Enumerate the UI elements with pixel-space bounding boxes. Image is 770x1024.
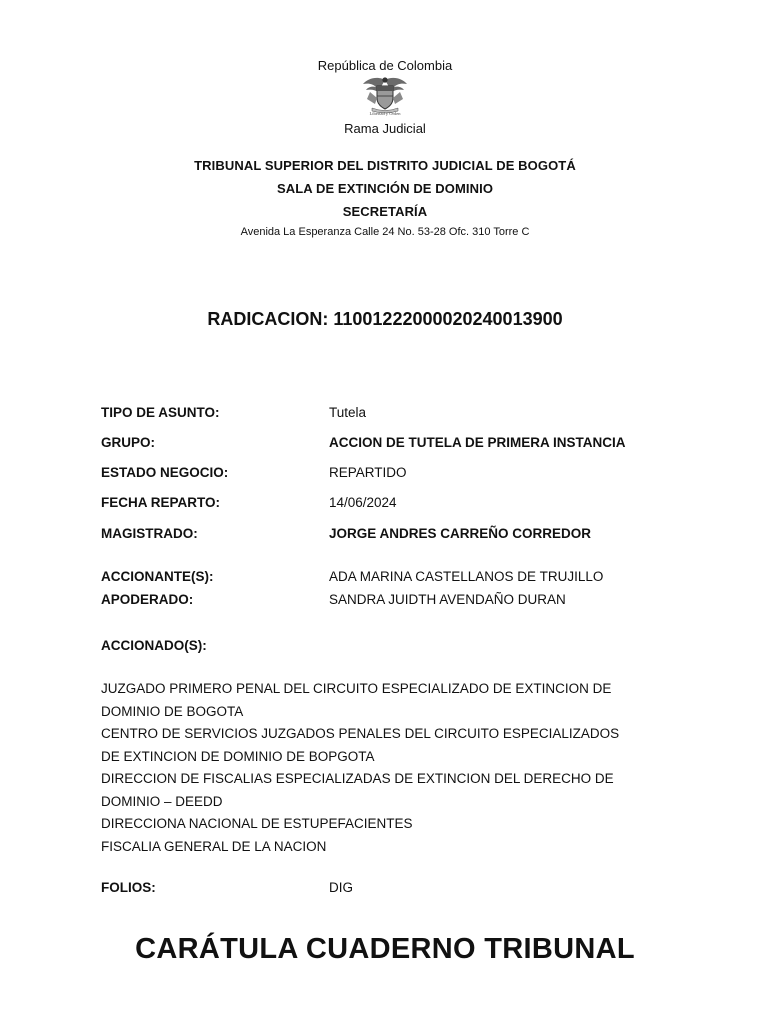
secretaria-title: SECRETARÍA xyxy=(342,204,428,219)
tribunal-title: TRIBUNAL SUPERIOR DEL DISTRITO JUDICIAL DE BOGOTÁ xyxy=(194,158,576,173)
cover-title: CARÁTULA CUADERNO TRIBUNAL xyxy=(135,933,635,965)
accionados-list xyxy=(101,678,701,858)
list-item: DIRECCION DE FISCALIAS ESPECIALIZADAS DE EXTINCION DEL DERECHO DE xyxy=(101,771,614,786)
field-value: REPARTIDO xyxy=(329,465,407,480)
list-item: DIRECCIONA NACIONAL DE ESTUPEFACIENTES xyxy=(101,816,413,831)
list-item: CENTRO DE SERVICIOS JUZGADOS PENALES DEL CIRCUITO ESPECIALIZADOS xyxy=(101,726,620,741)
field-value: 14/06/2024 xyxy=(329,495,397,510)
list-item: FISCALIA GENERAL DE LA NACION xyxy=(101,838,327,854)
field-label: FOLIOS: xyxy=(101,880,156,895)
list-item: JUZGADO PRIMERO PENAL DEL CIRCUITO ESPECIALIZADO DE EXTINCION DE xyxy=(101,681,612,696)
seal-motto: Libertad y Orden xyxy=(369,111,401,116)
field-label: TIPO DE ASUNTO: xyxy=(101,405,220,420)
field-label: FECHA REPARTO: xyxy=(101,495,221,510)
field-label: ESTADO NEGOCIO: xyxy=(101,465,229,480)
sala-title: SALA DE EXTINCIÓN DE DOMINIO xyxy=(276,181,494,196)
country-name: República de Colombia xyxy=(317,58,453,73)
list-item: DOMINIO DE BOGOTA xyxy=(101,703,244,719)
field-value: DIG xyxy=(329,880,354,895)
field-label: ACCIONANTE(S): xyxy=(101,569,214,584)
field-label: APODERADO: xyxy=(101,592,194,607)
field-label: GRUPO: xyxy=(101,435,155,450)
accionados-label: ACCIONADO(S): xyxy=(101,638,207,653)
field-label: MAGISTRADO: xyxy=(101,526,198,541)
field-value: SANDRA JUIDTH AVENDAÑO DURAN xyxy=(329,592,566,607)
list-item: DOMINIO – DEEDD xyxy=(101,793,223,809)
field-value: ADA MARINA CASTELLANOS DE TRUJILLO xyxy=(329,569,604,584)
field-value: Tutela xyxy=(329,405,367,420)
field-value: JORGE ANDRES CARREÑO CORREDOR xyxy=(329,526,592,541)
radicacion-number: RADICACION: 11001222000020240013900 xyxy=(207,309,563,329)
branch-name: Rama Judicial xyxy=(344,121,426,136)
field-value: ACCION DE TUTELA DE PRIMERA INSTANCIA xyxy=(329,435,626,450)
list-item: DE EXTINCION DE DOMINIO DE BOPGOTA xyxy=(101,748,375,764)
office-address: Avenida La Esperanza Calle 24 No. 53-28 Ofc. 310 Torre C xyxy=(240,226,530,238)
coat-of-arms-icon xyxy=(360,74,410,122)
